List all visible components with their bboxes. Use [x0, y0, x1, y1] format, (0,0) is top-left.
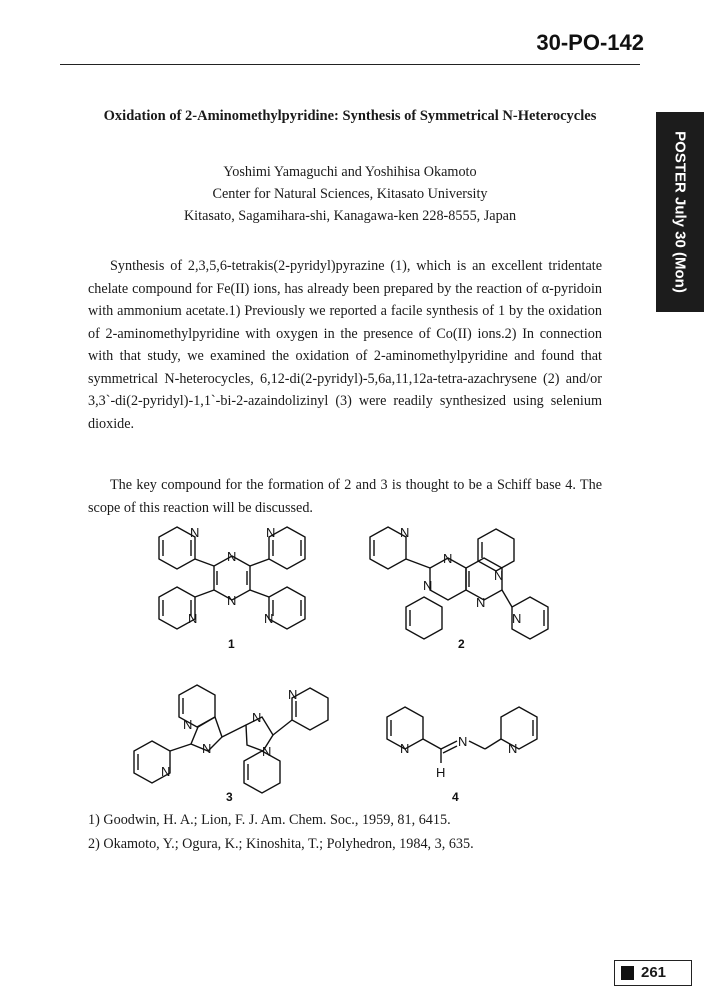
- atom-label: N: [183, 717, 193, 732]
- atom-label: N: [190, 525, 200, 540]
- side-tab: [656, 112, 704, 312]
- atom-label: N: [443, 551, 453, 566]
- atom-label: N: [252, 710, 262, 725]
- atom-label: N: [227, 593, 237, 608]
- atom-label: N: [264, 611, 274, 626]
- compound-label-4: 4: [452, 790, 459, 804]
- atom-label: N: [202, 741, 212, 756]
- atom-label: N: [262, 744, 272, 759]
- atom-label: N: [476, 595, 486, 610]
- compound-label-1: 1: [228, 637, 235, 651]
- paper-title: Oxidation of 2-Aminomethylpyridine: Synthesis of Symmetrical N-Heterocycles: [103, 108, 597, 124]
- atom-label: N: [512, 611, 522, 626]
- affiliation: Center for Natural Sciences, Kitasato University: [212, 186, 488, 202]
- pyridine-ring: [292, 688, 328, 730]
- side-tab-label: POSTER July 30 (Mon): [671, 131, 689, 293]
- atom-label: N: [400, 741, 410, 756]
- pyridine-ring: [406, 597, 442, 639]
- header-rule: [60, 64, 640, 65]
- atom-label: N: [494, 568, 504, 583]
- structure-1: [159, 527, 305, 629]
- pyridine-ring: [501, 707, 537, 749]
- square-icon: [621, 966, 634, 980]
- compound-label-3: 3: [226, 790, 233, 804]
- atom-label: N: [227, 549, 237, 564]
- poster-code: 30-PO-142: [536, 30, 644, 55]
- paragraph-intro: Synthesis of 2,3,5,6-tetrakis(2-pyridyl)pyrazine (1), which is an excellent tridentate chelate compound for Fe(II) ions, has already been prepared by the reaction of α-pyridoin with ammonium acetate.1) Previously we reported a facile synthesis of 1 by the oxidation of 2-aminomethylpyridine with oxygen in the presence of Co(II) ions.2) In connection with that study, we examined the oxidation of 2-aminomethylpyridine and found that symmetrical N-heterocycles, 6,12-di(2-pyridyl)-5,6a,11,12a-tetra-azachrysene (2) and/or 3,3`-di(2-pyridyl)-1,1`-bi-2-azaindolizinyl (3) were readily synthesized using selenium dioxide.: [88, 258, 602, 432]
- page-number-box: [614, 960, 692, 986]
- paragraph-scope: The key compound for the formation of 2 and 3 is thought to be a Schiff base 4. The scope of this reaction will be discussed.: [88, 477, 602, 516]
- reference-1: 1) Goodwin, H. A.; Lion, F. J. Am. Chem. Soc., 1959, 81, 6415.: [88, 812, 451, 828]
- atom-label: N: [423, 578, 433, 593]
- atom-label: N: [188, 611, 198, 626]
- page-number: 261: [641, 964, 667, 981]
- atom-label: H: [436, 765, 446, 780]
- authors: Yoshimi Yamaguchi and Yoshihisa Okamoto: [223, 164, 477, 180]
- chemical-structures-figure: [0, 515, 704, 815]
- atom-label: N: [266, 525, 276, 540]
- atom-label: N: [288, 687, 298, 702]
- compound-label-2: 2: [458, 637, 465, 651]
- atom-label: N: [508, 741, 518, 756]
- atom-label: N: [400, 525, 410, 540]
- atom-label: N: [161, 764, 171, 779]
- reference-2: 2) Okamoto, Y.; Ogura, K.; Kinoshita, T.; Polyhedron, 1984, 3, 635.: [88, 836, 474, 852]
- address: Kitasato, Sagamihara-shi, Kanagawa-ken 228-8555, Japan: [183, 208, 517, 224]
- atom-label: N: [458, 734, 468, 749]
- pyridine-ring: [269, 587, 305, 629]
